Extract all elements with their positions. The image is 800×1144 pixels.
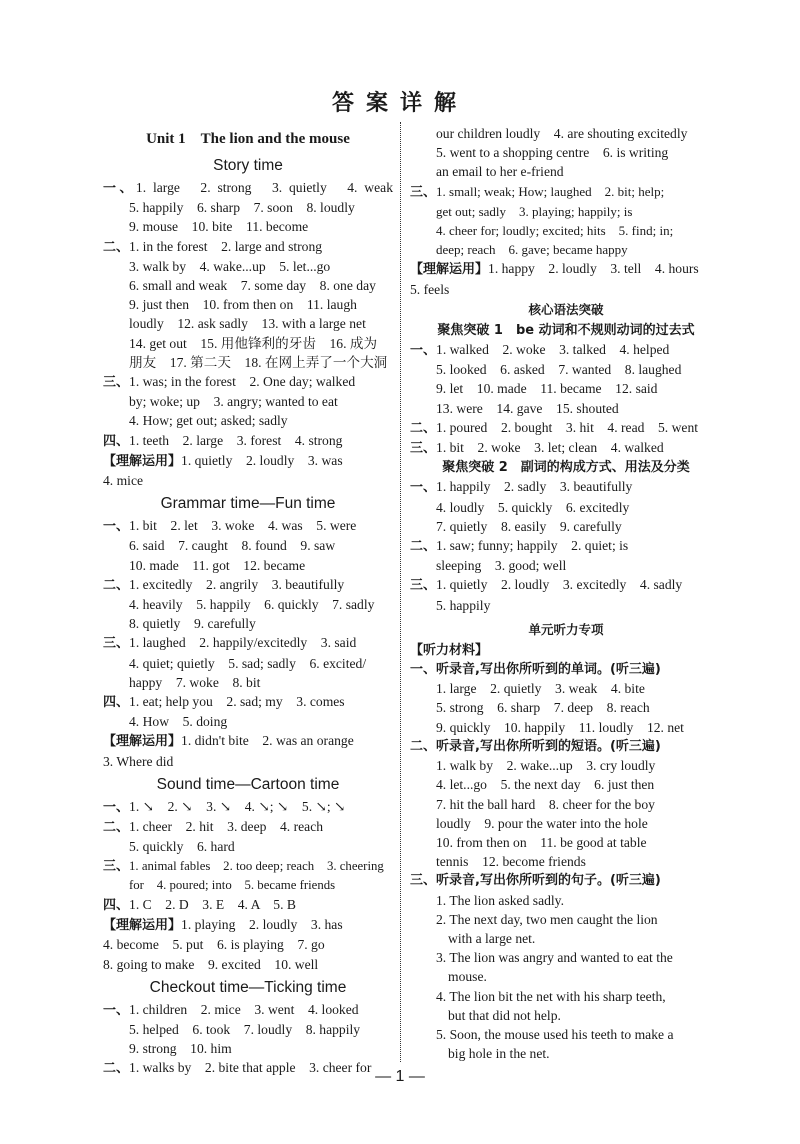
part-marker: 四、 bbox=[103, 897, 130, 913]
answer-text: 1. in the forest 2. large and strong bbox=[129, 238, 323, 254]
part-marker: 一、 bbox=[103, 519, 130, 535]
answer-line bbox=[103, 692, 393, 712]
answer-line: 4. loudly 5. quickly 6. excitedly bbox=[436, 499, 630, 515]
answer-line: loudly 12. ask sadly 13. with a large net bbox=[129, 316, 366, 332]
answer-text: 1. laughed 2. happily/excitedly 3. said bbox=[129, 635, 357, 651]
answer-line: 4. heavily 5. happily 6. quickly 7. sadly bbox=[129, 597, 375, 613]
answer-text: 1. cheer 2. hit 3. deep 4. reach bbox=[129, 819, 324, 835]
answer-line: our children loudly 4. are shouting excitedly bbox=[436, 126, 688, 141]
answer-line bbox=[103, 633, 393, 653]
part-marker: 二、 bbox=[103, 820, 130, 836]
answer-text: 1. walks by 2. bite that apple 3. cheer for bbox=[129, 1060, 372, 1076]
part-marker: 二、 bbox=[103, 577, 130, 593]
answer-line: 1. large 2. quietly 3. weak 4. bite bbox=[436, 681, 645, 697]
answer-text: 1. happy 2. loudly 3. tell 4. hours bbox=[488, 261, 699, 277]
answer-line bbox=[103, 575, 393, 595]
part-marker: 三、 bbox=[410, 184, 437, 200]
answer-line: 4. quiet; quietly 5. sad; sadly 6. excited/ bbox=[129, 655, 367, 671]
answer-text: 1. playing 2. loudly 3. has bbox=[181, 917, 343, 933]
answer-line: 5. helped 6. took 7. loudly 8. happily bbox=[129, 1021, 361, 1037]
section-heading-sound: Sound time—Cartoon time bbox=[156, 775, 340, 793]
answer-line: mouse. bbox=[448, 969, 487, 985]
answer-line: 10. from then on 11. be good at table bbox=[436, 834, 647, 850]
part-marker: 三、 bbox=[103, 858, 130, 874]
apply-marker: 【理解运用】 bbox=[103, 453, 182, 469]
answer-line bbox=[410, 438, 722, 458]
answer-line bbox=[103, 372, 393, 392]
answer-line bbox=[103, 895, 393, 915]
answer-text: 1. happily 2. sadly 3. beautifully bbox=[436, 479, 633, 495]
section-heading-checkout: Checkout time—Ticking time bbox=[149, 978, 347, 996]
answer-line: 4. How; get out; asked; sadly bbox=[129, 413, 288, 429]
column-divider bbox=[400, 122, 401, 1062]
grammar-breakthrough-heading: 核心语法突破 bbox=[528, 301, 604, 317]
answer-line: 朋友 17. 第二天 18. 在网上弄了一个大洞 bbox=[129, 354, 388, 370]
answer-text: 1. bit 2. woke 3. let; clean 4. walked bbox=[436, 440, 664, 456]
answer-line: by; woke; up 3. angry; wanted to eat bbox=[129, 394, 338, 410]
part-marker: 三、 bbox=[103, 636, 130, 652]
answer-line bbox=[103, 431, 393, 451]
answer-line: 5. happily bbox=[436, 597, 491, 613]
answer-line: 5. went to a shopping centre 6. is writing bbox=[436, 145, 669, 161]
answer-line: 5. strong 6. sharp 7. deep 8. reach bbox=[436, 700, 650, 716]
answer-line: with a large net. bbox=[448, 930, 536, 946]
answer-line: 14. get out 15. 用他锋利的牙齿 16. 成为 bbox=[129, 335, 378, 351]
answer-line: 10. made 11. got 12. became bbox=[129, 557, 306, 573]
apply-marker: 【理解运用】 bbox=[103, 734, 182, 750]
answer-line: 6. small and weak 7. some day 8. one day bbox=[129, 278, 376, 294]
right-column bbox=[410, 124, 722, 1063]
answer-line: 5. happily 6. sharp 7. soon 8. loudly bbox=[129, 200, 355, 216]
part-marker: 一、 bbox=[410, 343, 437, 359]
answer-line: 8. quietly 9. carefully bbox=[129, 616, 256, 632]
answer-line bbox=[103, 915, 393, 935]
answer-text: 1. was; in the forest 2. One day; walked bbox=[129, 374, 356, 390]
answer-line bbox=[410, 575, 722, 595]
focus1-heading: 聚焦突破 1 be 动词和不规则动词的过去式 bbox=[437, 322, 695, 338]
listening-heading: 单元听力专项 bbox=[528, 621, 604, 637]
part-marker: 四、 bbox=[103, 695, 130, 711]
answer-text: 1. walked 2. woke 3. talked 4. helped bbox=[436, 342, 670, 358]
answer-text: 1. quietly 2. loudly 3. excitedly 4. sadly bbox=[436, 577, 683, 593]
part-marker: 一、 bbox=[410, 480, 437, 496]
answer-line: 5. Soon, the mouse used his teeth to make a bbox=[436, 1026, 674, 1042]
answer-text: 1. didn't bite 2. was an orange bbox=[181, 733, 354, 749]
part-marker: 四、 bbox=[103, 433, 130, 449]
answer-line bbox=[103, 797, 393, 817]
answer-line: 1. walk by 2. wake...up 3. cry loudly bbox=[436, 758, 656, 774]
part-marker: 一、 bbox=[103, 799, 130, 815]
answer-line: happy 7. woke 8. bit bbox=[129, 674, 261, 690]
answer-line: loudly 9. pour the water into the hole bbox=[436, 815, 648, 831]
answer-line: 9. let 10. made 11. became 12. said bbox=[436, 381, 658, 397]
answer-line: 9. quickly 10. happily 11. loudly 12. net bbox=[436, 719, 684, 735]
page-title: 答案详解 bbox=[331, 91, 468, 116]
answer-line: deep; reach 6. gave; became happy bbox=[436, 242, 628, 258]
answer-line: 9. just then 10. from then on 11. laugh bbox=[129, 297, 357, 313]
answer-line bbox=[410, 536, 722, 556]
answer-line bbox=[103, 857, 393, 876]
part-marker: 三、 bbox=[103, 375, 130, 391]
answer-text: 1. quietly 2. loudly 3. was bbox=[181, 452, 343, 468]
answer-line: for 4. poured; into 5. became friends bbox=[129, 877, 336, 892]
answer-line: 6. said 7. caught 8. found 9. saw bbox=[129, 538, 336, 554]
answer-line bbox=[103, 731, 393, 751]
answer-line: big hole in the net. bbox=[448, 1046, 550, 1062]
page-number: — 1 — bbox=[375, 1068, 425, 1085]
answer-line: 4. mice bbox=[103, 473, 144, 489]
answer-text: 1. C 2. D 3. E 4. A 5. B bbox=[129, 896, 296, 912]
part-marker: 二、 bbox=[103, 1061, 130, 1077]
answer-line: 3. The lion was angry and wanted to eat the bbox=[436, 950, 673, 966]
answer-line: 1. The lion asked sadly. bbox=[436, 892, 564, 908]
answer-line: 5. quickly 6. hard bbox=[129, 839, 235, 855]
listening-material-label: 【听力材料】 bbox=[410, 642, 489, 658]
answer-line: 13. were 14. gave 15. shouted bbox=[436, 400, 619, 416]
answer-line: 3. walk by 4. wake...up 5. let...go bbox=[129, 258, 331, 274]
listening-question-3: 三、听录音,写出你所听到的句子。(听三遍) bbox=[410, 873, 661, 889]
answer-line bbox=[410, 182, 722, 202]
answer-line: 4. How 5. doing bbox=[129, 714, 228, 730]
answer-line bbox=[410, 259, 722, 279]
answer-text: 1. animal fables 2. too deep; reach 3. cheering bbox=[129, 858, 384, 873]
answer-line: 一、1. large 2. strong 3. quietly 4. weak bbox=[103, 180, 393, 196]
answer-line: sleeping 3. good; well bbox=[436, 558, 567, 574]
section-heading-grammar: Grammar time—Fun time bbox=[160, 495, 336, 513]
answer-line: 4. let...go 5. the next day 6. just then bbox=[436, 777, 655, 793]
left-column bbox=[103, 124, 393, 1079]
answer-line bbox=[103, 516, 393, 536]
part-marker: 一、 bbox=[103, 1002, 130, 1018]
answer-line: 5. feels bbox=[410, 281, 450, 297]
part-marker: 一、 bbox=[103, 181, 136, 196]
answer-line: 7. hit the ball hard 8. cheer for the boy bbox=[436, 796, 655, 812]
answer-line: 4. The lion bit the net with his sharp teeth, bbox=[436, 988, 666, 1004]
answer-line: 9. mouse 10. bite 11. become bbox=[129, 219, 309, 235]
answer-line bbox=[103, 817, 393, 837]
apply-marker: 【理解运用】 bbox=[410, 262, 489, 278]
part-marker: 二、 bbox=[410, 420, 437, 436]
answer-text: 1. eat; help you 2. sad; my 3. comes bbox=[129, 694, 345, 710]
answer-line bbox=[103, 1000, 393, 1020]
unit-title: Unit 1 The lion and the mouse bbox=[146, 131, 350, 147]
answer-line: an email to her e-friend bbox=[436, 164, 564, 180]
answer-line bbox=[410, 477, 722, 497]
focus2-heading: 聚焦突破 2 副词的构成方式、用法及分类 bbox=[442, 460, 690, 476]
answer-line: 4. cheer for; loudly; excited; hits 5. find; in; bbox=[436, 223, 674, 239]
answer-line: 7. quietly 8. easily 9. carefully bbox=[436, 518, 622, 534]
answer-line bbox=[103, 451, 393, 471]
answer-line: get out; sadly 3. playing; happily; is bbox=[436, 203, 633, 219]
answer-text: 1. excitedly 2. angrily 3. beautifully bbox=[129, 576, 345, 592]
answer-line: 8. going to make 9. excited 10. well bbox=[103, 956, 319, 972]
answer-line: 2. The next day, two men caught the lion bbox=[436, 911, 658, 927]
part-marker: 三、 bbox=[410, 441, 437, 457]
listening-question-1: 一、听录音,写出你所听到的单词。(听三遍) bbox=[410, 662, 661, 678]
answer-text: 1. small; weak; How; laughed 2. bit; help; bbox=[436, 183, 665, 199]
listening-question-2: 二、听录音,写出你所听到的短语。(听三遍) bbox=[410, 738, 661, 754]
answer-text: 1. ↘ 2. ↘ 3. ↘ 4. ↘; ↘ 5. ↘; ↘ bbox=[129, 798, 346, 814]
answer-line: 9. strong 10. him bbox=[129, 1041, 232, 1057]
answer-text: 1. saw; funny; happily 2. quiet; is bbox=[436, 538, 629, 554]
answer-text: 1. teeth 2. large 3. forest 4. strong bbox=[129, 432, 343, 448]
answer-line: 3. Where did bbox=[103, 753, 174, 769]
part-marker: 三、 bbox=[410, 578, 437, 594]
answer-text: 1. children 2. mice 3. went 4. looked bbox=[129, 1001, 359, 1017]
apply-marker: 【理解运用】 bbox=[103, 918, 182, 934]
answer-line bbox=[103, 237, 393, 257]
answer-line: but that did not help. bbox=[448, 1007, 561, 1023]
answer-line bbox=[410, 340, 722, 360]
part-marker: 二、 bbox=[103, 239, 130, 255]
answer-line: 5. looked 6. asked 7. wanted 8. laughed bbox=[436, 362, 682, 378]
answer-text: 1. poured 2. bought 3. hit 4. read 5. went bbox=[436, 419, 699, 435]
part-marker: 二、 bbox=[410, 539, 437, 555]
answer-text: 1. bit 2. let 3. woke 4. was 5. were bbox=[129, 518, 357, 534]
answer-line: 4. become 5. put 6. is playing 7. go bbox=[103, 937, 325, 953]
answer-line: tennis 12. become friends bbox=[436, 854, 586, 870]
section-heading-story: Story time bbox=[213, 157, 283, 174]
answer-line bbox=[410, 418, 722, 438]
